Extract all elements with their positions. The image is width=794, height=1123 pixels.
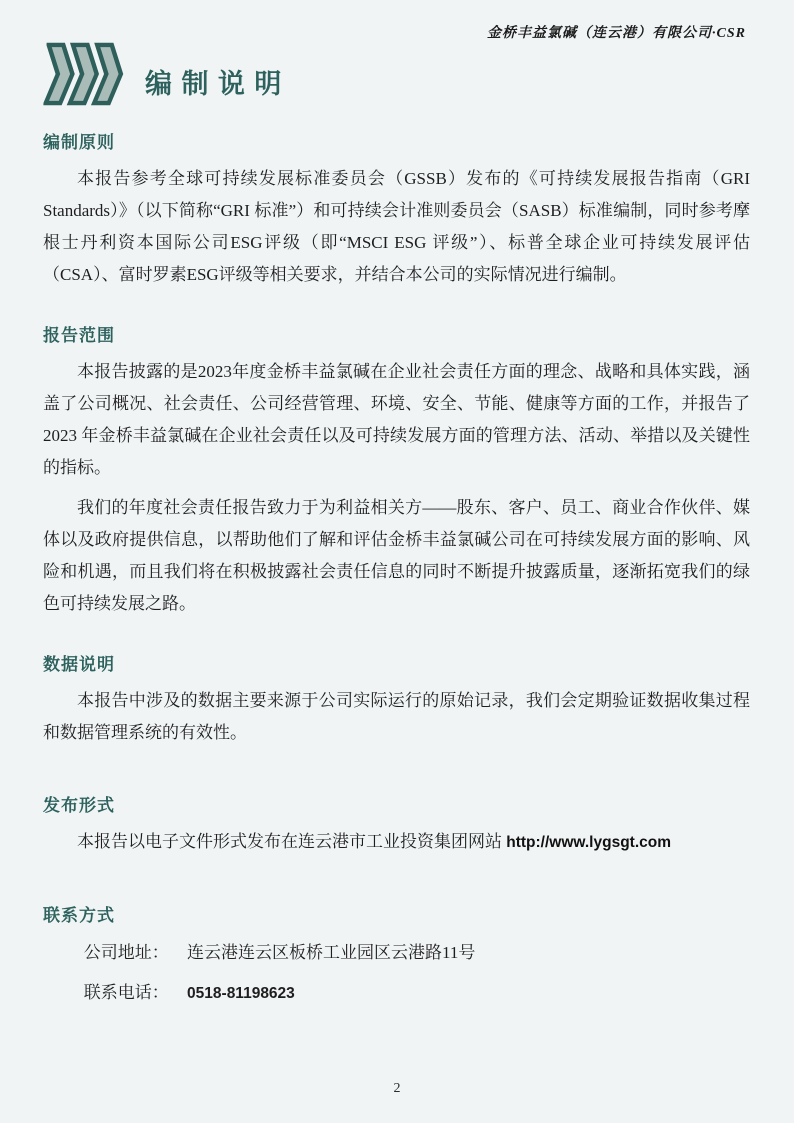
section-heading-publication-form: 发布形式 — [43, 796, 115, 815]
section-heading-compilation-principles: 编制原则 — [43, 133, 115, 152]
chapter-title-block — [45, 42, 291, 106]
address-value: 连云港连云区板桥工业园区云港路11号 — [187, 943, 476, 962]
section-heading-report-scope: 报告范围 — [43, 326, 115, 345]
paragraph — [43, 826, 750, 859]
paragraph: 本报告参考全球可持续发展标准委员会（GSSB）发布的《可持续发展报告指南（GRI Standards）》（以下简称“GRI 标准”）和可持续会计准则委员会（SASB）标准编制，同时参考摩根士丹利资本国际公司ESG评级（即“MSCI ESG 评级”）、标普全球企业可持续发展评估（CSA）、富时罗素ESG评级等相关要求，并结合本公司的实际情况进行编制。 — [43, 169, 750, 284]
paragraph: 本报告披露的是2023年度金桥丰益氯碱在企业社会责任方面的理念、战略和具体实践，涵盖了公司概况、社会责任、公司经营管理、环境、安全、节能、健康等方面的工作，并报告了2023 年金桥丰益氯碱在企业社会责任以及可持续发展方面的管理方法、活动、举措以及关键性的指标。 — [43, 362, 750, 477]
address-label: 公司地址： — [83, 943, 169, 962]
triple-chevron-right-icon — [45, 42, 127, 106]
section-heading-contact-info: 联系方式 — [43, 906, 115, 925]
paragraph: 我们的年度社会责任报告致力于为利益相关方——股东、客户、员工、商业合作伙伴、媒体以及政府提供信息，以帮助他们了解和评估金桥丰益氯碱公司在可持续发展方面的影响、风险和机遇，而且我们将在积极披露社会责任信息的同时不断提升披露质量，逐渐拓宽我们的绿色可持续发展之路。 — [43, 498, 750, 613]
section-heading-data-notes: 数据说明 — [43, 655, 115, 674]
page-title: 编制说明 — [145, 68, 291, 99]
contact-phone-line — [43, 980, 750, 1007]
publication-text: 本报告以电子文件形式发布在连云港市工业投资集团网站 — [77, 832, 507, 851]
phone-label: 联系电话： — [83, 983, 169, 1002]
website-link[interactable]: http://www.lygsgt.com — [506, 834, 672, 851]
page-number: 2 — [393, 1081, 401, 1096]
contact-address-line — [43, 940, 750, 966]
document-body — [43, 118, 750, 1007]
phone-value: 0518-81198623 — [187, 985, 295, 1002]
paragraph: 本报告中涉及的数据主要来源于公司实际运行的原始记录，我们会定期验证数据收集过程和数据管理系统的有效性。 — [43, 691, 750, 742]
running-header: 金桥丰益氯碱（连云港）有限公司·CSR — [487, 26, 746, 41]
